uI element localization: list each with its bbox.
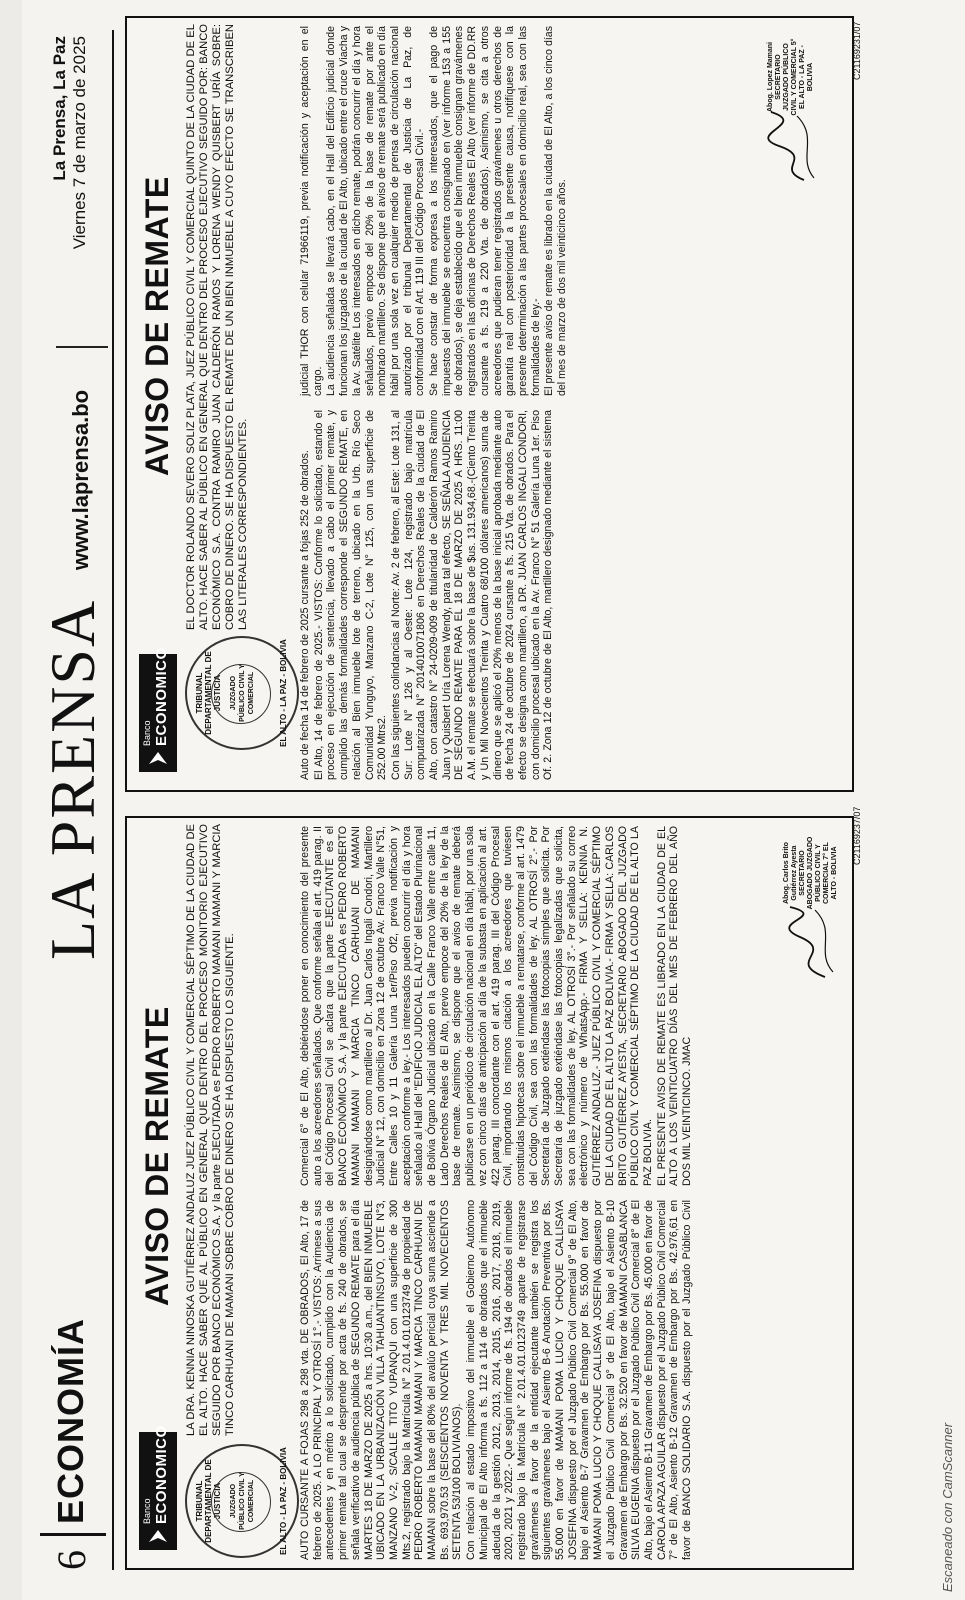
scan-margin bbox=[0, 0, 22, 1600]
notice-body bbox=[299, 826, 795, 1560]
notice-paragraph: AUTO CURSANTE A FOJAS 298 a 298 vta. DE OBRADOS, El Alto, 17 de febrero de 2025. A LO PRINCIPAL Y OTROSÍ 1°.- VISTOS: Arrimese a sus antecedentes y en mérito a lo solicitado, cumplido con la Audiencia de primer remate tal cual se desprende por acta de fs. 240 de obrados, se señala verificativo de audiencia pública de SEGUNDO REMATE para el día MARTES 18 DE MARZO DE 2025 a hrs. 10:30 a.m., del BIEN INMUEBLE UBICADO EN LA URBANIZACIÓN VILLA TAHUANTINSUYO, LOTE N°3, MANZANO V-2, S/CALLE TITO YUPANQUI con una superficie de 300 Mts.2, registrado bajo la Matrícula N° 2.01.4.01.0123749 de propiedad de PEDRO ROBERTO MAMANI MAMANI Y MARCIA TINCO CARHUANI DE MAMANI sobre la base del 80% del avalúo pericial cuya suma asciende a Bs. 693,970.53 (SEISCIENTOS NOVENTA Y TRES MIL NOVECIENTOS SETENTA 53/100 BOLIVIANOS). bbox=[299, 1200, 464, 1560]
notice-paragraph: La audiencia señalada se llevará cabo, en el Hall del Edificio judicial donde funcionan los juzgados de la ciudad de El Alto, ubicado entre el cruce Viacha y la Av. Satélite Los interesados en dicho remate, podrán concurrir el día y hora señalados, previo empoce del 20% de la base de remate por ante el nombrado martillero. Se dispone que el aviso de remate será publicado en día hábil por una sola vez en cualquier medio de prensa de circulación nacional autorizado por el tribunal Departamental de Justicia de La Paz, de conformidad con el Art. 119 III del Código Procesal Civil.- bbox=[325, 26, 427, 396]
seal-top-text: TRIBUNAL DEPARTAMENTAL DE JUSTICIA bbox=[195, 651, 222, 735]
bank-logo-name: ECONOMICO bbox=[153, 1425, 170, 1524]
bank-arrow-icon bbox=[147, 1528, 169, 1544]
notice-paragraph: Se hace constar de forma expresa a los interesados, que el pago de impuestos del inmueble se encuentra consignado en (ver informe 153 a 155 de obrados), se deja establecido que el bien inmueble consignan gravámenes registrados en las oficinas de Derechos Reales El Alto (ver informe de DD.RR cursante a fs. 219 a 220 Vta. de obrados). Asimismo, se cita a otros acreedores que pudieran tener registrados gravámenes u otros derechos de garantía real con posterioridad a la presente causa, notifíquese con la presente determinación a las partes procesales en domicilio real, sea con las formalidades de ley.- bbox=[428, 26, 542, 396]
scan-footer bbox=[936, 0, 965, 1600]
notice-heading: AVISO DE REMATE bbox=[139, 176, 175, 476]
notice-intro: EL DOCTOR ROLANDO SEVERO SOLIZ PLATA, JUEZ PÚBLICO CIVIL Y COMERCIAL QUINTO DE LA CIUDAD DE EL ALTO. HACE SABER AL PÚBLICO EN GENERAL QUE DENTRO DEL PROCESO EJECUTIVO SEGUIDO POR: BANCO ECONÓMICO S.A. CONTRA RAMIRO JUAN CALDERÓN RAMOS Y LORENA WENDY QUISBERT URÍA SOBRE: COBRO DE DINERO. SE HA DISPUESTO EL REMATE DE UN BIEN INMUEBLE A CUYO EFECTO SE TRANSCRIBEN LAS LITERALES CORRESPONDIENTES. bbox=[185, 24, 250, 630]
signature bbox=[759, 36, 829, 186]
notice-intro: LA DRA. KENNIA NINOSKA GUTIÉRREZ ANDALUZ JUEZ PÚBLICO CIVIL Y COMERCIAL SÉPTIMO DE LA CIUDAD DE EL ALTO. HACE SABER QUE AL PÚBLICO EN GENERAL QUE DENTRO DEL PROCESO MONITORIO EJECUTIVO SEGUIDO POR BANCO ECONÓMICO S.A. y la parte EJECUTADA es PEDRO ROBERTO MAMANI MAMANI Y MARCIA TINCO CARHUANI DE MAMANI SOBRE COBRO DE DINERO SE HA DISPUESTO LO SIGUIENTE. bbox=[185, 824, 237, 1436]
notice-paragraph: Con las siguientes colindancias al Norte: Av. 2 de febrero, al Este: Lote 131, al Sur: Lote N° 126 y al Oeste: Lote 124, registrado bajo matrícula computarizada N° 2014010071806 en Derechos Reales de la ciudad de El Alto, con catastro N° 24-0209-009 de titularidad de Calderón Ramos Ramiro Juan y Quisbert Uría Lorena Wendy, para tal efecto, SE SEÑALA AUDIENCIA DE SEGUNDO REMATE PARA EL 18 DE MARZO DE 2025 A HRS. 11:00 A.M. el remate se efectuará sobre la base de $us. 131.934,68.-(Ciento Treinta y Un Mil Novecientos Treinta y Cuatro 68/100 dólares americanos) suma de dinero que se aplicó el 20% menos de la base inicial aprobada mediante auto de fecha 24 de octubre de 2024 cursante a fs. 215 Vta. de obrados. Para el efecto se designa como martillero, a DR. JUAN CARLOS INGALI CONDORI, con domicilio procesal ubicado en la Av. Franco N° 51 Galería Luna 1er. Piso Of. 2. Zona 12 de octubre de El Alto, martillero designado mediante el sistema judicial THOR con celular 71966119, previa notificación y aceptación en el cargo. bbox=[299, 26, 555, 780]
signature bbox=[775, 832, 845, 982]
section-title: ECONOMÍA bbox=[50, 1318, 91, 1524]
seal-court-name: JUZGADO PÚBLICO CIVIL Y COMERCIAL bbox=[230, 664, 255, 722]
bank-logo bbox=[139, 1425, 177, 1550]
seal-bottom-text: EL ALTO - LA PAZ - BOLIVIA bbox=[279, 1447, 288, 1555]
notice-paragraph: Auto de fecha 14 de febrero de 2025 cursante a fojas 252 de obrados. bbox=[299, 450, 311, 780]
signature-scribble bbox=[775, 902, 845, 982]
scanner-watermark: Escaneado con CamScanner bbox=[940, 1422, 955, 1592]
edition-info bbox=[50, 36, 90, 336]
seal-top-text: TRIBUNAL DEPARTAMENTAL DE JUSTICIA bbox=[195, 1459, 222, 1543]
edition-city: La Prensa, La Paz bbox=[50, 36, 69, 181]
notice-left bbox=[125, 816, 854, 1570]
ad-code: C21169237/07 bbox=[852, 806, 862, 865]
notice-paragraph: El presente aviso de remate es librado en la ciudad de El Alto, a los cinco días del mes de marzo de dos mil veinticinco años. bbox=[543, 26, 569, 396]
masthead bbox=[28, 30, 116, 1570]
signature-scribble bbox=[759, 106, 829, 186]
bank-logo bbox=[139, 647, 177, 772]
newspaper-logo: LA PRENSA bbox=[37, 598, 108, 960]
masthead-divider-right bbox=[56, 346, 108, 348]
bank-arrow-icon bbox=[147, 750, 169, 766]
bank-logo-small: Banco bbox=[142, 1498, 152, 1524]
seal-bottom-text: EL ALTO - LA PAZ - BOLIVIA bbox=[279, 639, 288, 747]
seal-court-name: JUZGADO PÚBLICO CIVIL Y COMERCIAL bbox=[230, 1472, 255, 1530]
edition-date: Viernes 7 de marzo de 2025 bbox=[70, 36, 89, 250]
bank-logo-name: ECONOMICO bbox=[153, 647, 170, 746]
notice-paragraph: EL PRESENTE AVISO DE REMATE ES LIBRADO EN LA CIUDAD DE EL ALTO A LOS VEINTICUATRO DÍAS DEL MES DE FEBRERO DEL AÑO DOS MIL VEINTICINCO. JMAC bbox=[655, 826, 694, 1186]
notice-paragraph: Con relación al estado impositivo del inmueble el Gobierno Autónomo Municipal de El Alto informa a fs. 112 a 114 de obrados que el inmueble adeuda de la gestión 2012, 2013, 2014, 2015, 2016, 2017, 2018, 2019, 2020, 2021 y 2022.- Que según informe de fs. 194 de obrados el inmueble registrado bajo la Matrícula N° 2.01.4.01.0123749 aparte de registrarse gravámenes a favor de la entidad ejecutante también se registra los siguientes gravámenes bajo el Asiento B-6 Anotación Preventiva por Bs. 55.000 en favor de MAMANI POMA LUCIO Y CHOQUE CALLISAYA JOSEFINA dispuesto por el Juzgado Público Civil Comercial 9° de El Alto, bajo el Asiento B-7 Gravamen de Embargo por Bs. 55.000 en favor de MAMANI POMA LUCIO Y CHOQUE CALLISAYA JOSEFINA dispuesto por el Juzgado Público Civil Comercial 9° de El Alto, bajo el Asiento B-10 Gravamen de Embargo por Bs. 32.520 en favor de MAMANI CASABLANCA SILVIA EUGENIA dispuesto por el Juzgado Público Civil Comercial 8° de El Alto, bajo el Asiento B-11 Gravamen de Embargo por Bs. 45.000 en favor de CAROLA APAZA AGUILAR dispuesto por el Juzgado Público Civil Comercial 7° de El Alto, Asiento B-12 Gravamen de Embargo por Bs. 42.976,61 en favor de BANCO SOLIDARIO S.A. dispuesto por el Juzgado Público Civil Comercial 6° de El Alto, debiéndose poner en conocimiento del presente auto a los acreedores señalados. Que conforme señala el art. 419 parag. II del Código Procesal Civil se aclara que la parte EJECUTANTE es el BANCO ECONÓMICO S.A. y la parte EJECUTADA es PEDRO ROBERTO MAMANI MAMANI Y MARCIA TINCO CARHUANI DE MAMANI designándose como martillero al Dr. Juan Carlos Ingali Condori, Martillero Judicial N° 12, con domicilio en Zona 12 de octubre Av. Franco Valle N°51, Entre Calles 10 y 11 Galería Luna 1er/Piso Of2, previa notificación y aceptación conforme a ley.- Los interesados pueden concurrir el día y hora señalado al Hall del "EDIFICIO JUDICIAL EL ALTO" del Estado Plurinacional de Bolivia Órgano Judicial ubicado en la Calle Franco Valle entre calle 11, Lado Derechos Reales de El Alto, previo empoce del 20% de la ley de la base de remate. Asimismo, se dispone que el aviso de remate deberá publicarse en un periódico de circulación nacional en día hábil, por una sola vez con cinco días de anticipación al día de la subasta en aplicación al art. 422 parag. III concordante con el art. 419 parag. III del Código Procesal Civil, importando los mismos citación a los acreedores que tuviesen constituidas hipotecas sobre el inmueble a rematarse, conforme al art. 1479 del Código Civil, sea con las formalidades de ley. AL OTROSÍ 2°.- Por Secretaría de Juzgado extiéndase las fotocopias simples que solicita. Por Secretaría de juzgado extiéndase las fotocopias legalizadas que solicita, sea con las formalidades de ley. AL OTROSÍ 3°.- Por señalado su correo electrónico y número de WhatsApp.- FIRMA Y SELLA: KENNIA N. GUTIÉRREZ ANDALUZ.- JUEZ PÚBLICO CIVIL Y COMERCIAL SÉPTIMO DE LA CIUDAD DE EL ALTO LA PAZ BOLIVIA.- FIRMA Y SELLA: CARLOS BRITO GUTIÉRREZ AYESTA, SECRETARIO ABOGADO DEL JUZGADO PÚBLICO CIVIL Y COMERCIAL SÉPTIMO DE LA CIUDAD DE EL ALTO LA PAZ BOLIVIA. bbox=[299, 826, 694, 1560]
signature-stamp: Abog. Carlos Brito Gutiérrez Ayesta SECRETARIO ABOGADO JUZGADO PÚBLICO CIVIL Y COMERCIAL 7° EL ALTO - BOLIVIA bbox=[783, 836, 838, 910]
website: www.laprensa.bo bbox=[68, 389, 93, 570]
court-seal bbox=[185, 636, 299, 750]
notice-paragraph: El Alto, 14 de febrero de 2025.- VISTOS: Conforme lo solicitado, estando el proceso en ejecución de sentencia, llevado a cabo el primer remate, y cumplido las demás formalidades corresponde el SEGUNDO REMATE, en relación al Bien inmueble lote de terreno, ubicado en la Urb. Río Seco Comunidad Yunguyo, Manzano C-2, Lote N° 125, con una superficie de 252.00 Mtrs2. bbox=[312, 410, 389, 780]
bank-logo-small: Banco bbox=[142, 720, 152, 746]
masthead-divider bbox=[40, 1533, 106, 1536]
court-seal bbox=[185, 1444, 299, 1558]
ad-code: C21169231/07 bbox=[852, 21, 862, 80]
masthead-rule bbox=[112, 30, 114, 1570]
signature-stamp: Abog. Lopez Mamani SECRETARIO JUZGADO PÚBLICO CIVIL Y COMERCIAL 5° EL ALTO - LA PAZ - BOLIVIA bbox=[767, 38, 814, 116]
page-number: 6 bbox=[49, 1550, 94, 1570]
notice-right bbox=[125, 16, 854, 792]
notice-heading: AVISO DE REMATE bbox=[139, 1006, 175, 1306]
